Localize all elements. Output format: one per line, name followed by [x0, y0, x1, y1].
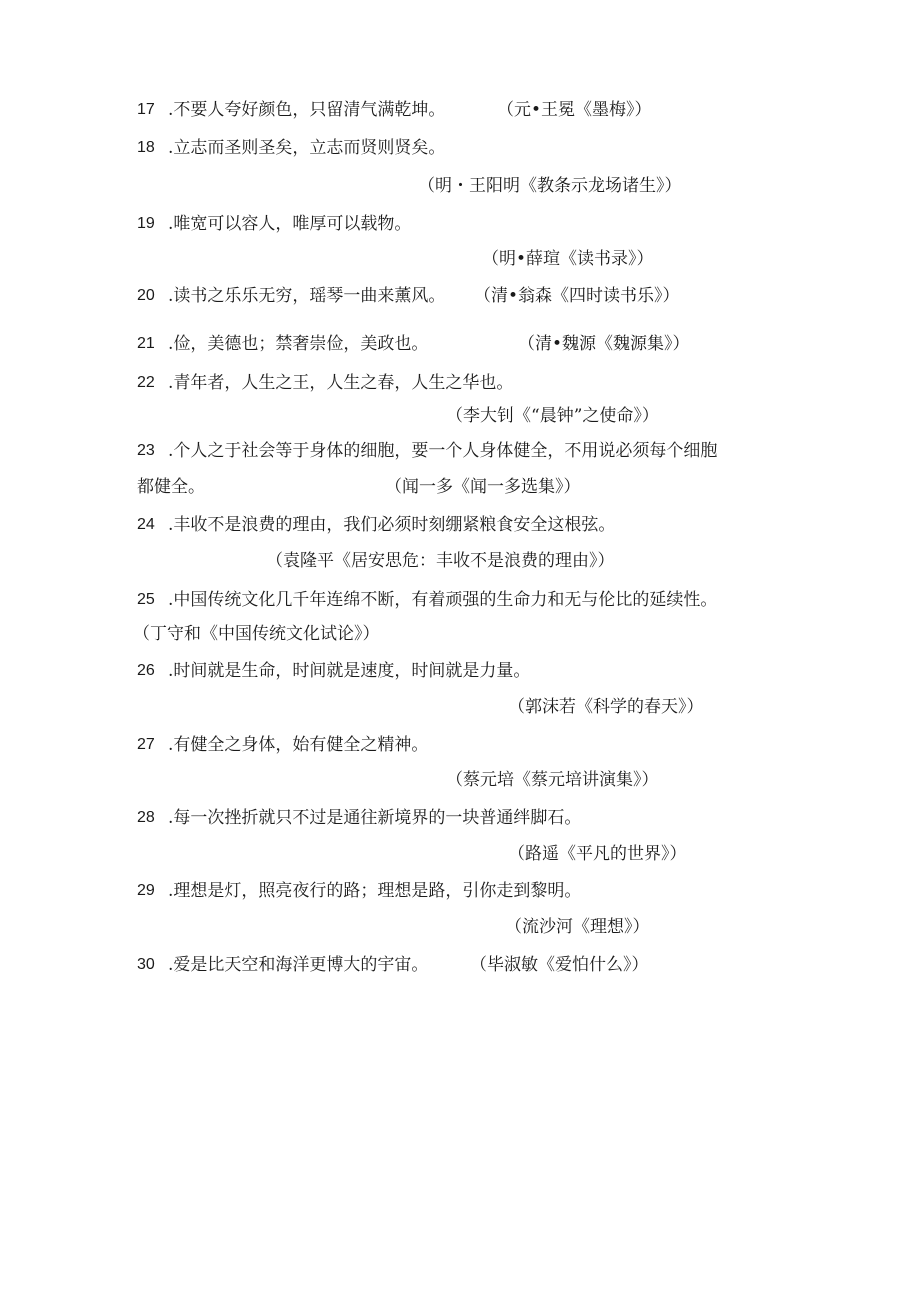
quote-number: 24	[137, 516, 155, 533]
quote-number: 26	[137, 662, 155, 679]
quote-number: 19	[137, 215, 155, 232]
quote-source: （蔡元培《蔡元培讲演集》）	[446, 770, 659, 790]
quote-text: .青年者，人生之王，人生之春，人生之华也。	[168, 373, 514, 393]
quote-source: （明・王阳明《教条示龙场诸生》）	[418, 176, 682, 196]
quote-source: （郭沫若《科学的春天》）	[508, 697, 704, 717]
quote-number: 27	[137, 736, 155, 753]
quote-text-continued: 都健全。	[137, 477, 205, 497]
quote-text: .俭，美德也；禁奢崇俭，美政也。	[168, 334, 429, 354]
quote-text: .唯宽可以容人，唯厚可以载物。	[168, 214, 412, 234]
quote-source: （毕淑敏《爱怕什么》）	[470, 955, 649, 975]
quote-text: .理想是灯，照亮夜行的路；理想是路，引你走到黎明。	[168, 881, 582, 901]
quote-number: 23	[137, 442, 155, 459]
quote-number: 29	[137, 882, 155, 899]
quote-source: （闻一多《闻一多选集》）	[385, 477, 581, 497]
quote-source: （丁守和《中国传统文化试论》）	[133, 624, 380, 644]
quote-source: （清•魏源《魏源集》）	[518, 334, 690, 354]
quote-text: .爱是比天空和海洋更博大的宇宙。	[168, 955, 429, 975]
quote-number: 20	[137, 287, 155, 304]
quote-number: 18	[137, 139, 155, 156]
quote-source: （流沙河《理想》）	[505, 917, 650, 937]
quote-text: .丰收不是浪费的理由，我们必须时刻绷紧粮食安全这根弦。	[168, 515, 616, 535]
quote-source: （袁隆平《居安思危：丰收不是浪费的理由》）	[266, 551, 615, 571]
quote-text: .读书之乐乐无穷，瑶琴一曲来薰风。	[168, 286, 446, 306]
quote-source: （元•王冕《墨梅》）	[497, 100, 652, 120]
quote-text: .每一次挫折就只不过是通往新境界的一块普通绊脚石。	[168, 808, 582, 828]
quote-source: （路遥《平凡的世界》）	[508, 844, 687, 864]
quote-number: 17	[137, 101, 155, 118]
quote-number: 30	[137, 956, 155, 973]
quote-source: （清•翁森《四时读书乐》）	[474, 286, 680, 306]
quote-text: .个人之于社会等于身体的细胞，要一个人身体健全，不用说必须每个细胞	[168, 441, 718, 461]
quote-number: 22	[137, 374, 155, 391]
quote-text: .时间就是生命，时间就是速度，时间就是力量。	[168, 661, 531, 681]
quote-source: （李大钊《“晨钟”之使命》）	[446, 406, 659, 426]
quote-text: .有健全之身体，始有健全之精神。	[168, 735, 429, 755]
quote-number: 21	[137, 335, 155, 352]
quote-number: 28	[137, 809, 155, 826]
quote-text: .不要人夸好颜色，只留清气满乾坤。	[168, 100, 446, 120]
quote-number: 25	[137, 591, 155, 608]
quote-text: .中国传统文化几千年连绵不断，有着顽强的生命力和无与伦比的延续性。	[168, 590, 718, 610]
quote-text: .立志而圣则圣矣，立志而贤则贤矣。	[168, 138, 446, 158]
quote-source: （明•薛瑄《读书录》）	[482, 249, 654, 269]
